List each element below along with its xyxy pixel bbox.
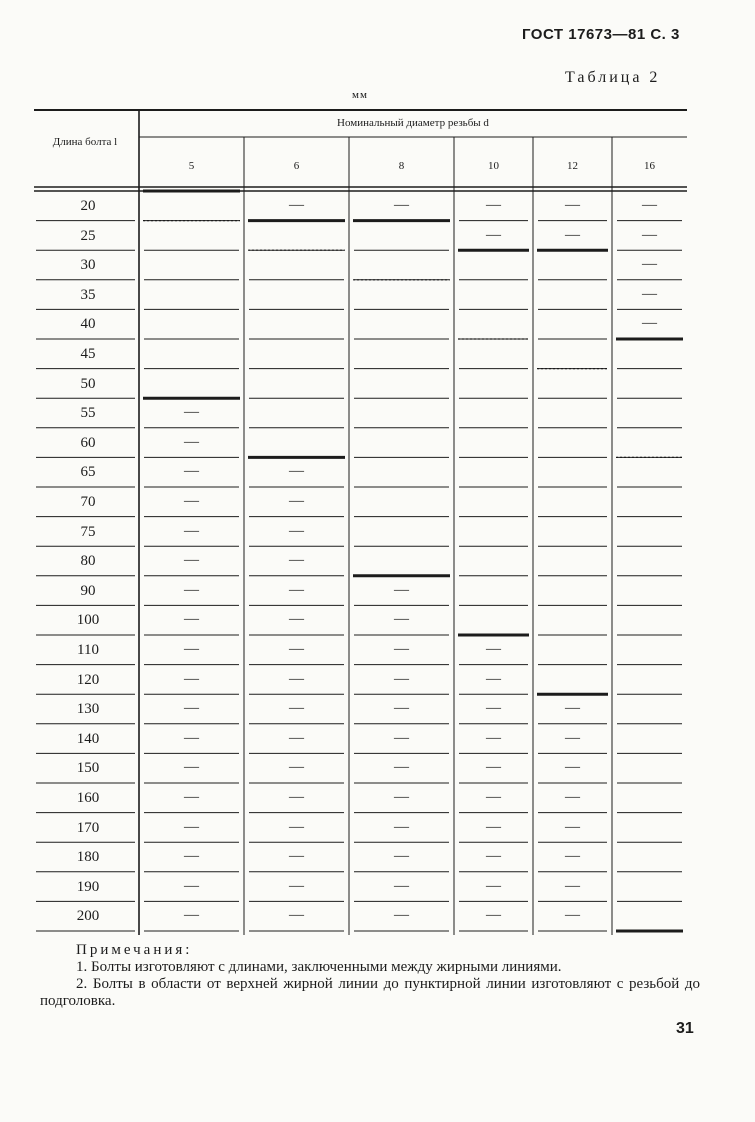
unavailable-mark: — <box>486 759 501 776</box>
diameter-header: 12 <box>567 160 578 172</box>
unavailable-mark: — <box>184 433 199 450</box>
length-label: 130 <box>76 701 100 718</box>
length-label: 200 <box>76 908 100 925</box>
unavailable-mark: — <box>642 197 657 213</box>
length-label: 110 <box>77 642 99 658</box>
unavailable-mark: — <box>565 877 580 894</box>
diameter-header: 5 <box>188 160 195 172</box>
diameter-header: 8 <box>398 160 405 172</box>
unavailable-mark: — <box>289 729 304 746</box>
unavailable-mark: — <box>394 197 409 213</box>
length-label: 50 <box>80 375 96 392</box>
unavailable-mark: — <box>184 907 199 924</box>
unavailable-mark: — <box>394 759 409 776</box>
diameter-header: 6 <box>293 160 300 172</box>
standard-code: ГОСТ 17673—81 С. 3 <box>522 26 680 43</box>
unavailable-mark: — <box>486 226 501 243</box>
unavailable-mark: — <box>289 581 304 598</box>
unavailable-mark: — <box>289 789 304 805</box>
unavailable-mark: — <box>394 848 409 865</box>
unavailable-mark: — <box>184 789 199 805</box>
unavailable-mark: — <box>565 700 580 717</box>
unavailable-mark: — <box>565 197 580 213</box>
unavailable-mark: — <box>184 877 199 894</box>
unavailable-mark: — <box>642 315 657 332</box>
unavailable-mark: — <box>289 759 304 776</box>
diameter-header: 16 <box>644 160 655 172</box>
notes <box>40 942 700 1010</box>
length-label: 40 <box>80 316 96 333</box>
unavailable-mark: — <box>184 818 199 835</box>
unavailable-mark: — <box>289 463 304 480</box>
unavailable-mark: — <box>565 729 580 746</box>
unavailable-mark: — <box>184 848 199 865</box>
unavailable-mark: — <box>486 641 501 657</box>
unavailable-mark: — <box>486 700 501 717</box>
notes-title: Примечания: <box>76 942 193 958</box>
unavailable-mark: — <box>184 641 199 657</box>
unavailable-mark: — <box>642 285 657 302</box>
unavailable-mark: — <box>394 789 409 805</box>
unavailable-mark: — <box>289 700 304 717</box>
unavailable-mark: — <box>184 522 199 539</box>
length-label: 25 <box>80 227 96 244</box>
unavailable-mark: — <box>486 789 501 805</box>
unavailable-mark: — <box>289 907 304 924</box>
unavailable-mark: — <box>289 493 304 509</box>
length-label: 150 <box>76 760 100 777</box>
unavailable-mark: — <box>289 818 304 835</box>
length-label: 120 <box>76 671 100 688</box>
length-label: 170 <box>76 819 100 836</box>
unavailable-mark: — <box>394 670 409 687</box>
length-label: 140 <box>76 730 100 747</box>
unavailable-mark: — <box>289 670 304 687</box>
unavailable-mark: — <box>565 907 580 924</box>
length-label: 45 <box>80 346 96 362</box>
unavailable-mark: — <box>289 552 304 569</box>
unavailable-mark: — <box>184 759 199 776</box>
unavailable-mark: — <box>184 463 199 480</box>
unavailable-mark: — <box>642 226 657 243</box>
unavailable-mark: — <box>394 907 409 924</box>
unavailable-mark: — <box>184 670 199 687</box>
length-label: 160 <box>76 790 100 806</box>
unavailable-mark: — <box>565 226 580 243</box>
unavailable-mark: — <box>184 552 199 569</box>
column-group-header: Номинальный диаметр резьбы d <box>337 117 489 129</box>
unavailable-mark: — <box>565 848 580 865</box>
length-label: 100 <box>76 612 100 629</box>
unavailable-mark: — <box>184 404 199 421</box>
unavailable-mark: — <box>184 493 199 509</box>
unavailable-mark: — <box>289 641 304 657</box>
length-label: 180 <box>76 849 100 866</box>
unavailable-mark: — <box>486 877 501 894</box>
unavailable-mark: — <box>486 818 501 835</box>
length-label: 65 <box>80 464 96 481</box>
row-header: Длина болта l <box>52 136 118 148</box>
unavailable-mark: — <box>394 729 409 746</box>
unavailable-mark: — <box>394 641 409 657</box>
unavailable-mark: — <box>394 877 409 894</box>
unavailable-mark: — <box>565 818 580 835</box>
unavailable-mark: — <box>289 848 304 865</box>
unavailable-mark: — <box>184 700 199 717</box>
unavailable-mark: — <box>289 611 304 628</box>
unavailable-mark: — <box>486 197 501 213</box>
unavailable-mark: — <box>642 256 657 273</box>
unavailable-mark: — <box>486 729 501 746</box>
unavailable-mark: — <box>289 877 304 894</box>
length-label: 35 <box>80 286 96 303</box>
table-unit: мм <box>352 89 368 101</box>
length-label: 75 <box>80 523 96 540</box>
unavailable-mark: — <box>565 789 580 805</box>
unavailable-mark: — <box>394 581 409 598</box>
length-label: 30 <box>80 257 96 274</box>
unavailable-mark: — <box>184 611 199 628</box>
unavailable-mark: — <box>184 729 199 746</box>
table-title: Таблица 2 <box>565 69 661 86</box>
unavailable-mark: — <box>565 759 580 776</box>
length-label: 70 <box>80 494 96 510</box>
length-label: 55 <box>80 405 96 422</box>
unavailable-mark: — <box>394 700 409 717</box>
note-item-1: 1. Болты изготовляют с длинами, заключенными между жирными линиями. <box>76 959 562 975</box>
unavailable-mark: — <box>289 522 304 539</box>
diameter-header: 10 <box>488 160 499 172</box>
unavailable-mark: — <box>289 197 304 213</box>
unavailable-mark: — <box>486 848 501 865</box>
unavailable-mark: — <box>486 907 501 924</box>
length-label: 190 <box>76 878 100 895</box>
page-number: 31 <box>676 1020 694 1037</box>
unavailable-mark: — <box>486 670 501 687</box>
unavailable-mark: — <box>394 818 409 835</box>
unavailable-mark: — <box>184 581 199 598</box>
length-label: 80 <box>80 553 96 570</box>
length-label: 60 <box>80 434 96 451</box>
length-label: 90 <box>80 582 96 599</box>
note-item-2: 2. Болты в области от верхней жирной линии до пунктирной линии изготовляют с резьбой до подголовка. <box>40 976 700 1009</box>
length-label: 20 <box>80 198 96 214</box>
unavailable-mark: — <box>394 611 409 628</box>
